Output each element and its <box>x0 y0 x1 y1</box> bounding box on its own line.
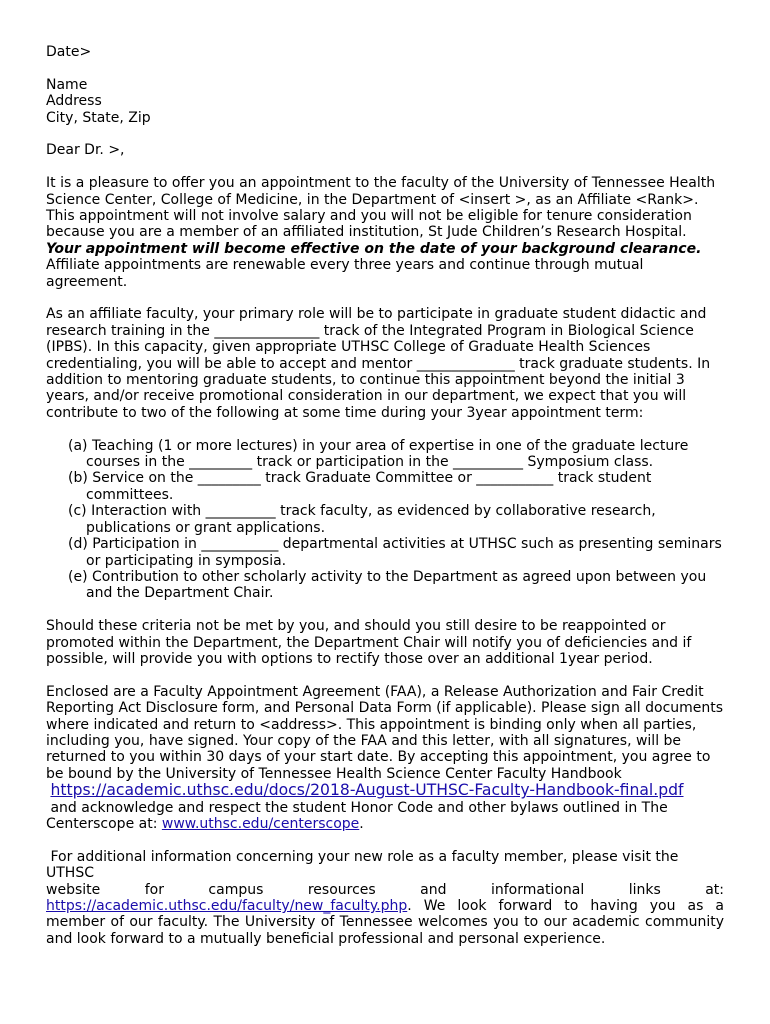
effective-date-emphasis: Your appointment will become effective on the date of your background clearance. <box>46 240 702 257</box>
honor-code-text: and acknowledge and respect the student Honor Code and other bylaws outlined in The Centerscope at: <box>46 799 668 832</box>
paragraph-criteria-not-met: Should these criteria not be met by you, and should you still desire to be reappointed or promoted within the Department, the Department Chair will notify you of deficiencies and if possible, will provide you with options to rectify those over an additional 1year period. <box>46 618 692 667</box>
recipient-city-state-zip: City, State, Zip <box>46 109 151 126</box>
criterion-c: (c) Interaction with __________ track faculty, as evidenced by collaborative research, publications or grant applications. <box>68 503 656 536</box>
faculty-handbook-link[interactable]: https://academic.uthsc.edu/docs/2018-August-UTHSC-Faculty-Handbook-final.pdf <box>50 781 684 800</box>
offer-text: It is a pleasure to offer you an appointment to the faculty of the University of Tennessee Health Science Center, College of Medicine, in the Department of <insert >, as an Affiliate <Rank>. This appointment will not involve salary and you will not be eligible for tenure consideration because you are a member of an affiliated institution, St Jude Children’s Research Hospital. <box>46 175 716 241</box>
paragraph-enclosures <box>46 684 724 833</box>
additional-info-line-2: website for campus resources and informational links at: <box>46 881 724 898</box>
criterion-e: (e) Contribution to other scholarly activity to the Department as agreed upon between you and the Department Chair. <box>68 568 707 602</box>
salutation: Dear Dr. >, <box>46 142 125 159</box>
recipient-address: Address <box>46 93 102 110</box>
date-line: Date> <box>46 44 92 60</box>
recipient-name: Name <box>46 76 88 93</box>
criterion-b: (b) Service on the _________ track Graduate Committee or ___________ track student committees. <box>68 470 652 503</box>
centerscope-link[interactable]: www.uthsc.edu/centerscope <box>161 815 360 832</box>
criterion-a: (a) Teaching (1 or more lectures) in your area of expertise in one of the graduate lecture courses in the _________ track or participation in the __________ Symposium class. <box>68 437 689 471</box>
renewal-text: Affiliate appointments are renewable every three years and continue through mutual agreement. <box>46 257 644 290</box>
paragraph-offer <box>46 175 724 290</box>
criteria-list <box>46 438 724 602</box>
welcome-text: . We look forward to having you as a member of our faculty. The University of Tennessee welcomes you to our academic community and look forward to a mutually beneficial professional and personal experience. <box>46 898 724 947</box>
paragraph-additional-info <box>46 849 724 947</box>
additional-info-text: For additional information concerning your new role as a faculty member, please visit the UTHSC <box>46 848 679 882</box>
additional-info-line-1 <box>46 849 724 882</box>
enclosures-text: Enclosed are a Faculty Appointment Agreement (FAA), a Release Authorization and Fair Credit Reporting Act Disclosure form, and Personal Data Form (if applicable). Please sign all documents where indicated and return to <address>. This appointment is binding only when all parties, including you, have signed. Your copy of the FAA and this letter, with all signatures, will be returned to you within 30 days of your start date. By accepting this appointment, you agree to be bound by the University of Tennessee Health Science Center Faculty Handbook <box>46 683 724 782</box>
new-faculty-link[interactable]: https://academic.uthsc.edu/faculty/new_faculty.php <box>46 898 408 914</box>
criterion-d: (d) Participation in ___________ departmental activities at UTHSC such as presenting seminars or participating in symposia. <box>68 536 722 569</box>
paragraph-primary-role: As an affiliate faculty, your primary role will be to participate in graduate student didactic and research training in the _______________ track of the Integrated Program in Biological Science (IPBS). In this capacity, given appropriate UTHSC College of Graduate Health Sciences credentialing, you will be able to accept and mentor ______________ track graduate students. In addition to mentoring graduate students, to continue this appointment beyond the initial 3 years, and/or receive promotional consideration in our department, we expect that you will contribute to two of the following at some time during your 3year appointment term: <box>46 306 711 421</box>
additional-info-rest <box>46 898 724 947</box>
period: . <box>359 815 364 832</box>
